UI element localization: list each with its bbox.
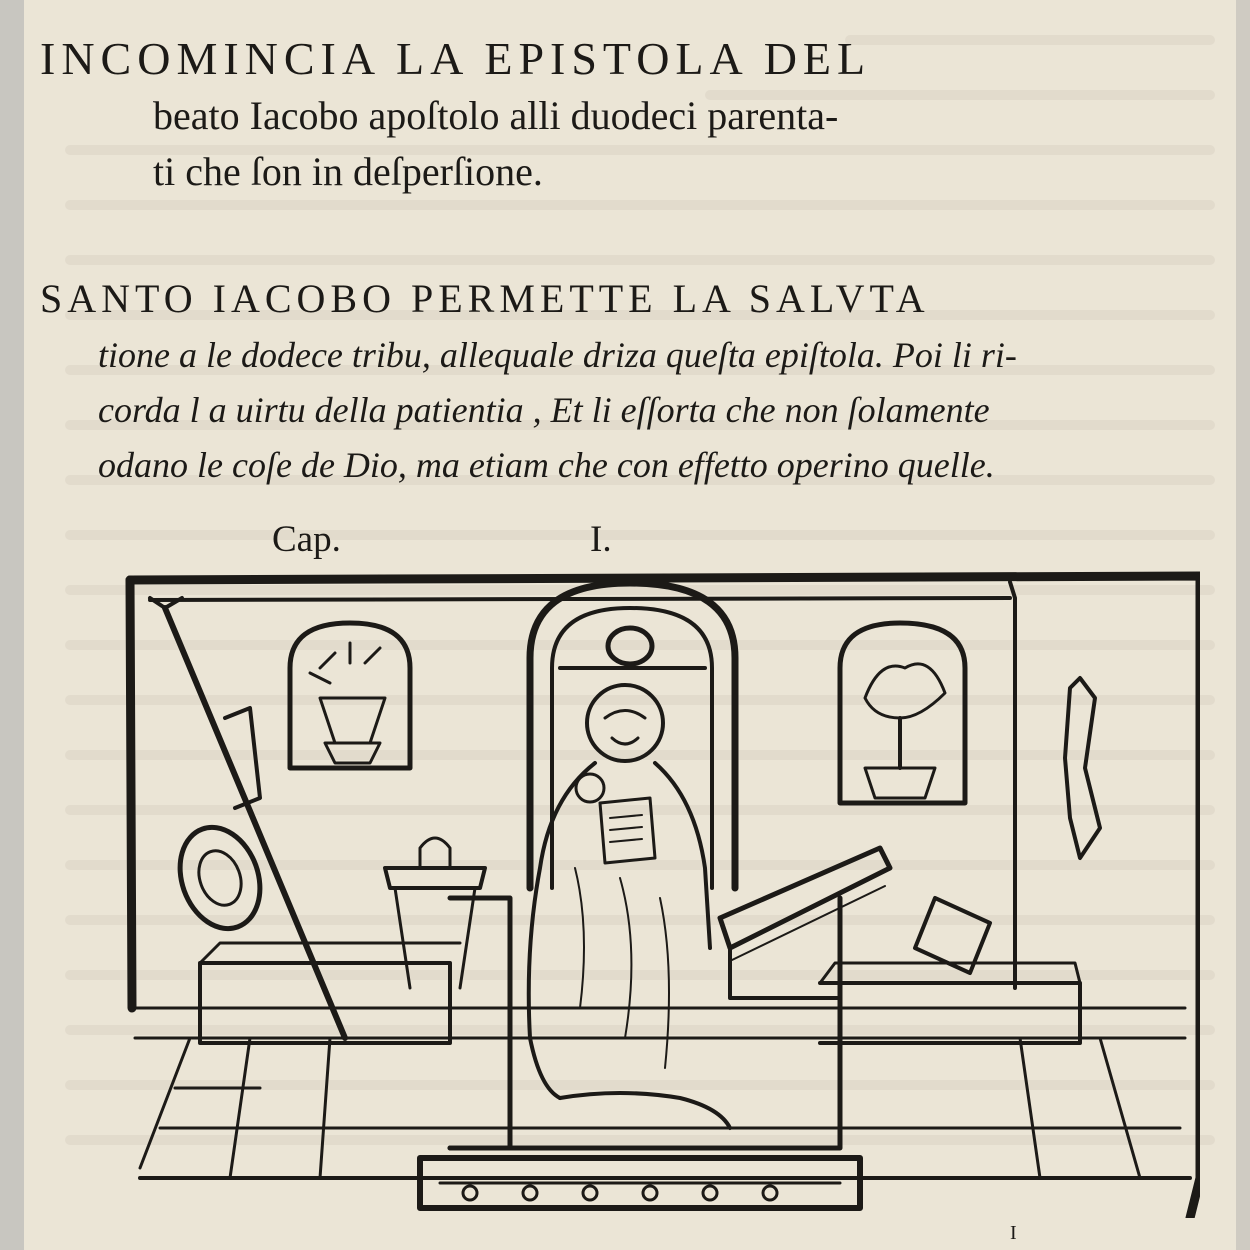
summary-line-4: odano le coſe de Dio, ma etiam che con effetto operino quelle. (98, 445, 995, 485)
chapter-heading (40, 30, 1220, 200)
summary-line-2: tione a le dodece tribu, allequale driza queſta epiſtola. Poi li ri- (98, 335, 1017, 375)
summary-line-1: SANTO IACOBO PERMETTE LA SALVTA (40, 276, 930, 321)
heading-line-2: beato Iacobo apoſtolo alli duodeci parenta- (153, 93, 839, 138)
chapter-label: Cap. (272, 519, 341, 560)
left-margin-strip (0, 0, 24, 1250)
woodcut-saint-james-illustration (120, 568, 1200, 1218)
heading-line-3: ti che ſon in deſperſione. (153, 149, 543, 194)
summary-line-3: corda l a uirtu della patientia , Et li eſſorta che non ſolamente (98, 390, 990, 430)
heading-line-1: INCOMINCIA LA EPISTOLA DEL (40, 33, 872, 84)
right-margin-strip (1236, 0, 1250, 1250)
signature-mark: I (1010, 1222, 1017, 1244)
chapter-summary (40, 270, 1220, 493)
chapter-number: I. (590, 519, 612, 560)
